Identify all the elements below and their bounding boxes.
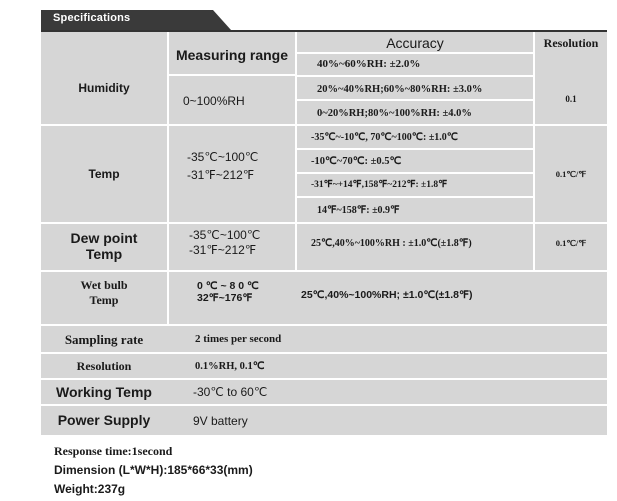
temp-accuracy-4: 14℉~158℉: ±0.9℉ (317, 204, 400, 216)
temp-range-fahrenheit: -31℉~212℉ (187, 168, 255, 182)
wet-range-fahrenheit: 32℉~176℉ (197, 292, 253, 304)
resolution-value: 0.1%RH, 0.1℃ (195, 360, 265, 372)
dew-point-resolution: 0.1℃/℉ (555, 237, 587, 248)
divider (295, 196, 533, 198)
temp-resolution: 0.1℃/℉ (555, 168, 587, 179)
temp-label: Temp (88, 166, 120, 181)
weight: Weight:237g (54, 482, 126, 496)
divider (295, 99, 533, 101)
dew-point-range (189, 228, 295, 258)
divider (533, 32, 535, 272)
temp-range (187, 148, 295, 184)
dimension: Dimension (L*W*H):185*66*33(mm) (54, 463, 253, 477)
sampling-rate-label: Sampling rate (64, 331, 144, 347)
header-resolution: Resolution (543, 35, 599, 50)
divider (295, 32, 297, 272)
humidity-accuracy-2: 20%~40%RH;60%~80%RH: ±3.0% (317, 83, 483, 95)
wet-range-celsius: 0 ℃ ~ 8 0 ℃ (197, 280, 259, 292)
wet-bulb-label-line2: Temp (89, 293, 119, 307)
divider (295, 148, 533, 150)
humidity-range: 0~100%RH (183, 93, 245, 108)
resolution-label: Resolution (76, 358, 132, 373)
power-supply-label: Power Supply (57, 412, 151, 428)
humidity-label: Humidity (78, 80, 130, 95)
temp-accuracy-1: -35℃~-10℃, 70℃~100℃: ±1.0℃ (311, 131, 459, 143)
humidity-accuracy-3: 0~20%RH;80%~100%RH: ±4.0% (317, 107, 472, 119)
working-temp-value: -30℃ to 60℃ (193, 384, 268, 399)
dew-point-label-line1: Dew point (70, 230, 138, 246)
dew-range-fahrenheit: -31℉~212℉ (189, 243, 257, 257)
divider (295, 75, 533, 77)
dew-point-label (41, 230, 167, 262)
divider (41, 404, 607, 406)
divider (169, 74, 295, 76)
divider (295, 52, 533, 54)
wet-bulb-accuracy: 25℃,40%~100%RH; ±1.0℃(±1.8℉) (301, 288, 473, 301)
specifications-table (41, 30, 607, 435)
divider (41, 378, 607, 380)
sampling-rate-value: 2 times per second (195, 332, 282, 345)
specifications-tab-label: Specifications (53, 12, 131, 24)
dew-range-celsius: -35℃~100℃ (189, 228, 261, 242)
divider (41, 270, 607, 272)
wet-bulb-range (197, 280, 295, 304)
humidity-accuracy-1: 40%~60%RH: ±2.0% (317, 57, 421, 70)
divider (41, 352, 607, 354)
temp-accuracy-3: -31℉~+14℉,158℉~212℉: ±1.8℉ (311, 179, 448, 190)
dew-point-label-line2: Temp (85, 246, 123, 262)
header-accuracy: Accuracy (386, 34, 444, 51)
wet-bulb-label (41, 278, 167, 308)
header-measuring-range: Measuring range (175, 46, 289, 63)
working-temp-label: Working Temp (56, 383, 152, 400)
humidity-resolution: 0.1 (565, 93, 577, 104)
divider (41, 124, 607, 126)
dew-point-accuracy: 25℃,40%~100%RH : ±1.0℃(±1.8℉) (311, 237, 472, 249)
power-supply-value: 9V battery (193, 414, 248, 428)
temp-range-celsius: -35℃~100℃ (187, 150, 259, 164)
divider (41, 222, 607, 224)
divider (295, 172, 533, 174)
temp-accuracy-2: -10℃~70℃: ±0.5℃ (311, 155, 402, 167)
divider (41, 324, 607, 326)
wet-bulb-label-line1: Wet bulb (80, 278, 128, 292)
response-time: Response time:1second (54, 444, 173, 458)
